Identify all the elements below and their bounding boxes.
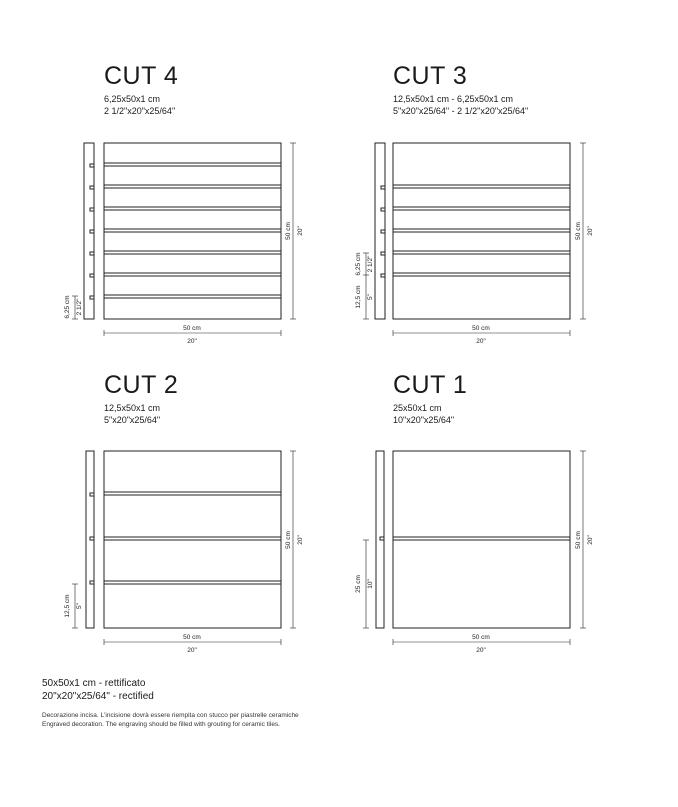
cut3-width-label-metric: 50 cm bbox=[472, 325, 490, 332]
cut3-side-label-imperial-a: 2 1/2" bbox=[367, 255, 374, 273]
cut1-spec-imperial: 10"x20"x25/64" bbox=[393, 415, 455, 425]
cut2-title: CUT 2 bbox=[104, 371, 179, 399]
cut2-width-label-metric: 50 cm bbox=[183, 634, 201, 641]
cut3-side-label-metric-b: 12,5 cm bbox=[355, 285, 362, 309]
cut4-profile-notches bbox=[90, 164, 94, 299]
cut1-title: CUT 1 bbox=[393, 371, 468, 399]
cut3-spec-metric: 12,5x50x1 cm - 6,25x50x1 cm bbox=[393, 94, 514, 104]
footer-sizes bbox=[42, 677, 154, 703]
cut2-width-label-imperial: 20" bbox=[187, 647, 197, 654]
cut1-height-label-metric: 50 cm bbox=[575, 531, 582, 549]
cut2-spec-imperial: 5"x20"x25/64" bbox=[104, 415, 161, 425]
cut2-side-label-imperial: 5" bbox=[76, 603, 83, 609]
cut2-height-label-metric: 50 cm bbox=[285, 531, 292, 549]
cut1-profile-notch bbox=[380, 537, 384, 540]
cut1-width-label-metric: 50 cm bbox=[472, 634, 490, 641]
cut2-side-label-metric: 12,5 cm bbox=[64, 594, 71, 618]
footer-size-imperial: 20"x20"x25/64" - rectified bbox=[42, 691, 154, 702]
footer-notes bbox=[42, 711, 299, 729]
cut4-profile bbox=[84, 143, 94, 319]
cut4-height-label-imperial: 20" bbox=[297, 226, 304, 236]
cut3-spec-imperial: 5"x20"x25/64" - 2 1/2"x20"x25/64" bbox=[393, 106, 529, 116]
cut3-side-label-metric-a: 6,25 cm bbox=[355, 252, 362, 276]
cut3-profile bbox=[375, 143, 385, 319]
cut1-side-label-metric: 25 cm bbox=[355, 575, 362, 593]
cut2-diagram bbox=[72, 451, 296, 645]
cut1-diagram bbox=[363, 451, 586, 645]
footer-note-english: Engraved decoration. The engraving should be filled with grouting for ceramic tiles. bbox=[42, 721, 280, 728]
cut3-height-label-imperial: 20" bbox=[587, 226, 594, 236]
cut1-side-label-imperial: 10" bbox=[367, 579, 374, 589]
cut4-grooves bbox=[104, 163, 281, 298]
cut3-height-label-metric: 50 cm bbox=[575, 222, 582, 240]
cut4-diagram bbox=[72, 143, 296, 336]
cut2-profile-notches bbox=[90, 493, 94, 584]
cut2-grooves bbox=[104, 492, 281, 584]
cut1-height-label-imperial: 20" bbox=[587, 535, 594, 545]
cut4-height-label-metric: 50 cm bbox=[285, 222, 292, 240]
cut4-tile bbox=[104, 143, 281, 319]
cut2-height-label-imperial: 20" bbox=[297, 535, 304, 545]
footer-note-italian: Decorazione incisa. L'incisione dovrà essere riempita con stucco per piastrelle ceramiche bbox=[42, 712, 299, 719]
cut4-width-label-metric: 50 cm bbox=[183, 325, 201, 332]
cut1-spec-metric: 25x50x1 cm bbox=[393, 403, 442, 413]
cut3-width-label-imperial: 20" bbox=[476, 338, 486, 345]
cut4-width-label-imperial: 20" bbox=[187, 338, 197, 345]
cut3-grooves bbox=[393, 185, 570, 276]
cut4-title: CUT 4 bbox=[104, 62, 179, 90]
cut4-spec-imperial: 2 1/2"x20"x25/64" bbox=[104, 106, 176, 116]
cut3-diagram bbox=[363, 143, 586, 336]
cut4-side-label-imperial: 2 1/2" bbox=[76, 298, 83, 316]
cut3-profile-notches bbox=[381, 186, 385, 277]
cut2-spec-metric: 12,5x50x1 cm bbox=[104, 403, 161, 413]
footer-size-metric: 50x50x1 cm - rettificato bbox=[42, 678, 146, 689]
cut1-grooves bbox=[393, 537, 570, 540]
cut3-title: CUT 3 bbox=[393, 62, 468, 90]
cut3-side-label-imperial-b: 5" bbox=[367, 294, 374, 300]
cut1-width-label-imperial: 20" bbox=[476, 647, 486, 654]
cut3-tile bbox=[393, 143, 570, 319]
cut4-spec-metric: 6,25x50x1 cm bbox=[104, 94, 161, 104]
cut4-side-label-metric: 6,25 cm bbox=[64, 295, 71, 319]
